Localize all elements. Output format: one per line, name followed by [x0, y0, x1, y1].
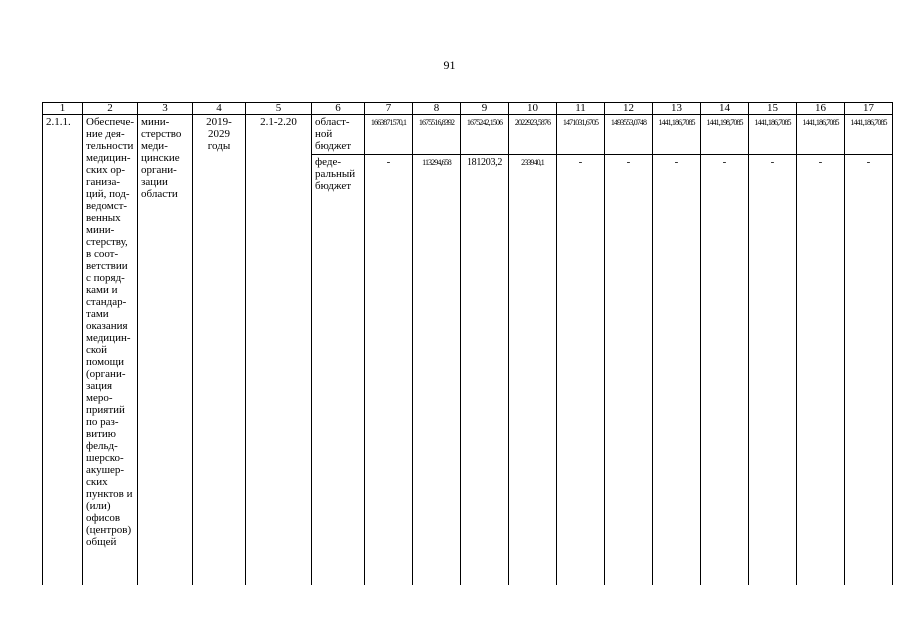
implementation-period: 2019- 2029 годы — [193, 115, 246, 585]
regional-budget-row — [43, 115, 893, 155]
column-header: 2 — [83, 103, 138, 115]
budget-table — [42, 102, 893, 585]
budget-value: 1493553,0748 — [605, 115, 653, 155]
column-header: 6 — [312, 103, 365, 115]
budget-value: 1441,186,7085 — [845, 115, 893, 155]
column-header: 4 — [193, 103, 246, 115]
budget-value: - — [701, 155, 749, 585]
column-header: 7 — [365, 103, 413, 115]
budget-value: - — [557, 155, 605, 585]
row-number: 2.1.1. — [43, 115, 83, 585]
budget-value: - — [845, 155, 893, 585]
column-header: 10 — [509, 103, 557, 115]
column-header: 15 — [749, 103, 797, 115]
budget-value: 1675242,1506 — [461, 115, 509, 155]
budget-value: - — [365, 155, 413, 585]
budget-value: 1441,186,7085 — [797, 115, 845, 155]
column-header: 9 — [461, 103, 509, 115]
funding-source: област- ной бюджет — [312, 115, 365, 155]
column-header: 14 — [701, 103, 749, 115]
indicator-numbers: 2.1-2.20 — [246, 115, 312, 585]
budget-value: 181203,2 — [461, 155, 509, 585]
column-number-row — [43, 103, 893, 115]
column-header: 17 — [845, 103, 893, 115]
column-header: 16 — [797, 103, 845, 115]
activity-name: Обеспече- ние дея- тельности медицин- ских ор- ганиза- ций, под- ведомст- венных мини- стерству, в соот- ветствии с поряд- ками и стандар- тами оказания медицин- ской помощи (органи- зация меро- приятий по раз- витию фельд- шерско- акушер- ских пунктов и (или) офисов (центров) общей — [83, 115, 138, 585]
budget-value: 233940,1 — [509, 155, 557, 585]
executor: мини- стерство меди- цинские органи- зации области — [138, 115, 193, 585]
budget-value: - — [797, 155, 845, 585]
funding-source: феде- ральный бюджет — [312, 155, 365, 585]
column-header: 1 — [43, 103, 83, 115]
budget-value: 1663871570,1 — [365, 115, 413, 155]
budget-value: 113294,658 — [413, 155, 461, 585]
budget-value: 1675516,8392 — [413, 115, 461, 155]
column-header: 12 — [605, 103, 653, 115]
column-header: 11 — [557, 103, 605, 115]
budget-value: 1441,198,7085 — [701, 115, 749, 155]
page-number: 91 — [443, 58, 456, 72]
column-header: 13 — [653, 103, 701, 115]
budget-value: - — [653, 155, 701, 585]
budget-value: - — [749, 155, 797, 585]
column-header: 3 — [138, 103, 193, 115]
budget-value: - — [605, 155, 653, 585]
budget-value: 1441,186,7085 — [653, 115, 701, 155]
budget-value: 1471031,6705 — [557, 115, 605, 155]
column-header: 5 — [246, 103, 312, 115]
budget-value: 2022923,5876 — [509, 115, 557, 155]
column-header: 8 — [413, 103, 461, 115]
budget-value: 1441,186,7085 — [749, 115, 797, 155]
